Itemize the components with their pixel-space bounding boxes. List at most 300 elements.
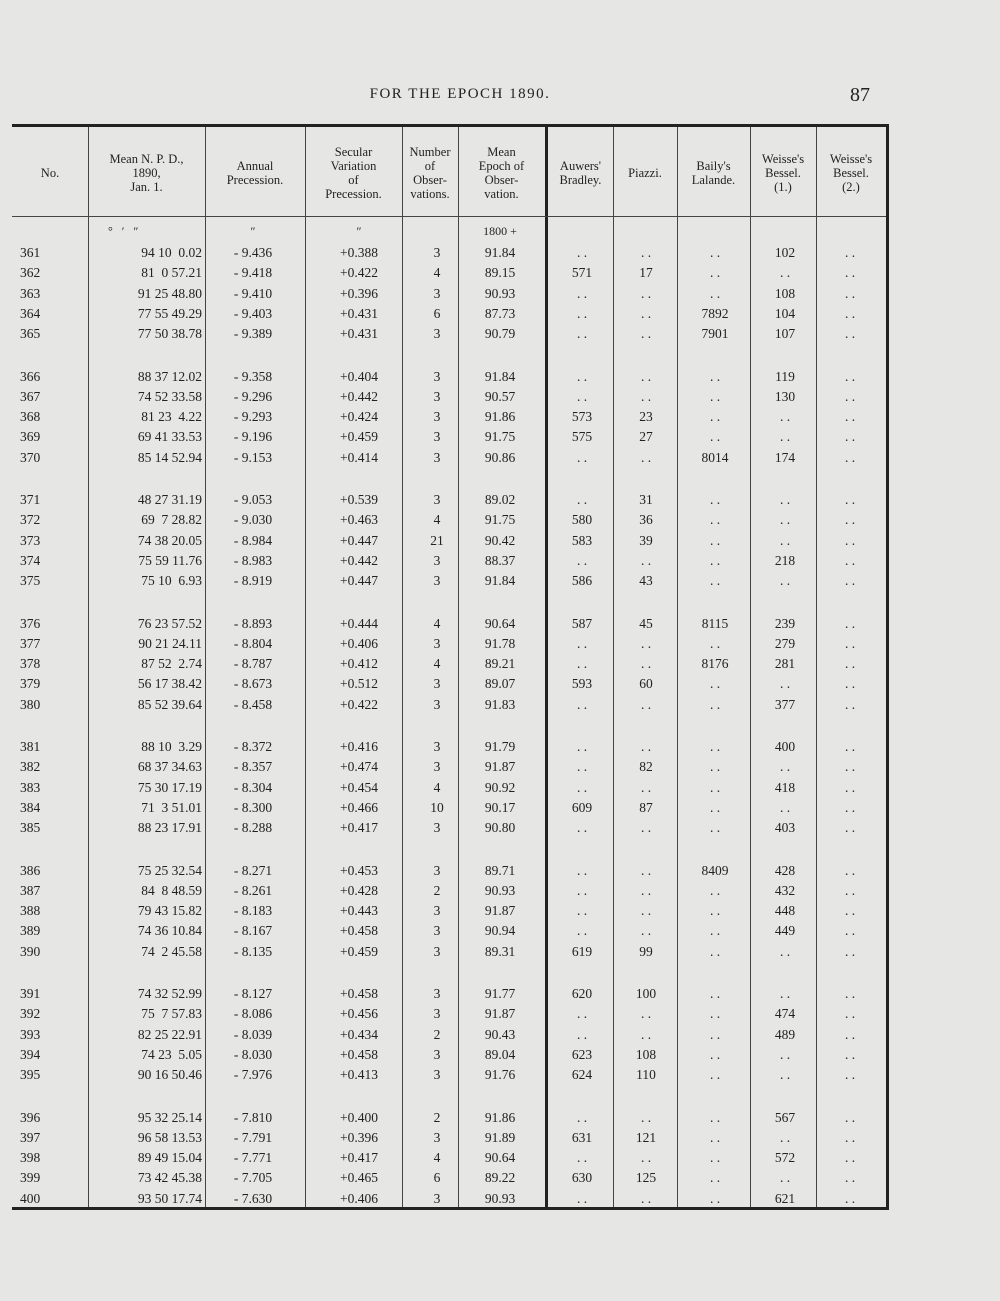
- number-of-observations-cell: 3: [433, 943, 441, 959]
- secular-variation-cell: +0.417: [340, 1150, 378, 1166]
- mean-npd-cell: 87 52 2.74: [141, 656, 202, 672]
- star-number-cell: 388: [20, 903, 41, 919]
- secular-variation-cell: +0.453: [340, 862, 378, 878]
- mean-npd-cell: 76 23 57.52: [137, 615, 202, 631]
- mean-epoch-cell: 90.43: [484, 1026, 516, 1042]
- mean-epoch-cell: 90.64: [484, 615, 516, 631]
- piazzi-ref-cell: . .: [640, 1150, 652, 1166]
- secular-variation-cell: +0.417: [340, 820, 378, 836]
- annual-precession-cell: - 7.976: [233, 1067, 273, 1083]
- piazzi-ref-cell: 100: [635, 986, 657, 1001]
- header-rule: [12, 216, 886, 217]
- annual-precession-cell: - 8.893: [233, 615, 273, 631]
- piazzi-ref-cell: . .: [640, 285, 652, 301]
- number-of-observations-cell: 4: [433, 615, 441, 631]
- piazzi-ref-cell: . .: [640, 368, 652, 384]
- mean-epoch-cell: 89.02: [484, 492, 516, 507]
- weisse-bessel-1-ref-cell: 418: [774, 779, 796, 795]
- auwers-bradley-ref-cell: . .: [576, 305, 588, 321]
- baily-lalande-ref-cell: . .: [709, 943, 721, 959]
- piazzi-ref-cell: . .: [640, 449, 652, 465]
- column-divider: [750, 127, 751, 1207]
- baily-lalande-ref-cell: . .: [709, 676, 721, 692]
- piazzi-ref-cell: 125: [635, 1170, 657, 1186]
- star-number-cell: 382: [20, 759, 41, 775]
- secular-variation-cell: +0.454: [340, 779, 378, 795]
- weisse-bessel-2-ref-cell: . .: [844, 862, 856, 878]
- mean-npd-cell: 75 59 11.76: [138, 552, 202, 568]
- secular-variation-cell: +0.424: [340, 409, 378, 425]
- secular-variation-cell: +0.422: [340, 696, 378, 712]
- weisse-bessel-1-ref-cell: 621: [774, 1190, 796, 1206]
- piazzi-ref-cell: . .: [640, 903, 652, 919]
- mean-epoch-cell: 91.87: [484, 1006, 516, 1022]
- auwers-bradley-ref-cell: 609: [571, 799, 593, 815]
- secular-variation-cell: +0.406: [340, 635, 378, 651]
- weisse-bessel-2-ref-cell: . .: [844, 1109, 856, 1125]
- piazzi-ref-cell: 43: [639, 573, 653, 589]
- number-of-observations-cell: 3: [433, 368, 441, 384]
- piazzi-ref-cell: 17: [639, 265, 653, 281]
- weisse-bessel-2-ref-cell: . .: [844, 409, 856, 425]
- weisse-bessel-1-ref-cell: . .: [779, 409, 791, 425]
- mean-epoch-cell: 88.37: [484, 552, 516, 568]
- secular-variation-cell: +0.512: [340, 676, 378, 692]
- number-of-observations-cell: 3: [433, 573, 441, 589]
- auwers-bradley-ref-cell: . .: [576, 492, 588, 507]
- number-of-observations-cell: 3: [433, 1129, 441, 1145]
- mean-epoch-cell: 89.07: [484, 676, 516, 692]
- mean-epoch-cell: 91.86: [484, 1109, 516, 1125]
- auwers-bradley-ref-cell: . .: [576, 696, 588, 712]
- units-annual: ″: [250, 224, 256, 238]
- star-number-cell: 389: [20, 923, 41, 939]
- weisse-bessel-1-ref-cell: 107: [774, 326, 796, 342]
- piazzi-ref-cell: . .: [640, 739, 652, 754]
- secular-variation-cell: +0.458: [340, 1046, 378, 1062]
- number-of-observations-cell: 3: [433, 388, 441, 404]
- mean-epoch-cell: 91.78: [484, 635, 516, 651]
- star-number-cell: 372: [20, 512, 41, 528]
- baily-lalande-ref-cell: . .: [709, 759, 721, 775]
- number-of-observations-cell: 3: [433, 820, 441, 836]
- secular-variation-cell: +0.447: [340, 532, 378, 548]
- auwers-bradley-ref-cell: . .: [576, 368, 588, 384]
- mean-npd-cell: 79 43 15.82: [137, 903, 202, 919]
- weisse-bessel-2-ref-cell: . .: [844, 492, 856, 507]
- piazzi-ref-cell: 31: [639, 492, 653, 507]
- weisse-bessel-1-ref-cell: . .: [779, 1129, 791, 1145]
- baily-lalande-ref-cell: 8409: [701, 862, 729, 878]
- number-of-observations-cell: 4: [433, 265, 441, 281]
- mean-npd-cell: 81 0 57.21: [141, 265, 202, 281]
- weisse-bessel-1-ref-cell: . .: [779, 512, 791, 528]
- baily-lalande-ref-cell: . .: [709, 429, 721, 445]
- piazzi-ref-cell: 121: [635, 1129, 657, 1145]
- star-number-cell: 380: [20, 696, 41, 712]
- secular-variation-cell: +0.466: [340, 799, 378, 815]
- number-of-observations-cell: 6: [433, 305, 441, 321]
- star-number-cell: 368: [20, 409, 41, 425]
- weisse-bessel-2-ref-cell: . .: [844, 1129, 856, 1145]
- mean-npd-cell: 68 37 34.63: [137, 759, 202, 775]
- star-number-cell: 376: [20, 615, 41, 631]
- auwers-bradley-ref-cell: 580: [571, 512, 593, 528]
- baily-lalande-ref-cell: . .: [709, 573, 721, 589]
- mean-npd-cell: 95 32 25.14: [137, 1109, 202, 1125]
- piazzi-ref-cell: . .: [640, 1190, 652, 1206]
- weisse-bessel-1-ref-cell: . .: [779, 986, 791, 1001]
- mean-npd-cell: 77 55 49.29: [137, 305, 202, 321]
- weisse-bessel-2-ref-cell: . .: [844, 676, 856, 692]
- column-header-weisse-bessel-1: Weisse's Bessel. (1.): [761, 152, 805, 194]
- secular-variation-cell: +0.400: [340, 1109, 378, 1125]
- column-divider: [545, 127, 548, 1207]
- baily-lalande-ref-cell: . .: [709, 409, 721, 425]
- auwers-bradley-ref-cell: 571: [571, 265, 593, 281]
- baily-lalande-ref-cell: . .: [709, 1067, 721, 1083]
- units-epoch: 1800 +: [483, 224, 517, 238]
- piazzi-ref-cell: . .: [640, 388, 652, 404]
- baily-lalande-ref-cell: . .: [709, 1129, 721, 1145]
- annual-precession-cell: - 8.458: [233, 696, 273, 712]
- star-number-cell: 391: [20, 986, 41, 1001]
- auwers-bradley-ref-cell: . .: [576, 882, 588, 898]
- mean-epoch-cell: 91.84: [484, 245, 516, 260]
- weisse-bessel-1-ref-cell: . .: [779, 1170, 791, 1186]
- weisse-bessel-2-ref-cell: . .: [844, 943, 856, 959]
- number-of-observations-cell: 3: [433, 759, 441, 775]
- piazzi-ref-cell: . .: [640, 779, 652, 795]
- annual-precession-cell: - 8.135: [233, 943, 273, 959]
- annual-precession-cell: - 9.389: [233, 326, 273, 342]
- mean-epoch-cell: 89.04: [484, 1046, 516, 1062]
- secular-variation-cell: +0.447: [340, 573, 378, 589]
- baily-lalande-ref-cell: . .: [709, 1190, 721, 1206]
- baily-lalande-ref-cell: 8176: [701, 656, 729, 672]
- mean-epoch-cell: 90.93: [484, 285, 516, 301]
- annual-precession-cell: - 9.053: [233, 492, 273, 507]
- piazzi-ref-cell: 99: [639, 943, 653, 959]
- auwers-bradley-ref-cell: . .: [576, 1190, 588, 1206]
- annual-precession-cell: - 8.357: [233, 759, 273, 775]
- annual-precession-cell: - 8.271: [233, 862, 273, 878]
- mean-npd-cell: 93 50 17.74: [137, 1190, 202, 1206]
- column-divider: [613, 127, 614, 1207]
- mean-npd-cell: 91 25 48.80: [137, 285, 202, 301]
- column-header-baily-lalande: Baily's Lalande.: [691, 159, 736, 187]
- star-number-cell: 365: [20, 326, 41, 342]
- piazzi-ref-cell: 87: [639, 799, 653, 815]
- number-of-observations-cell: 2: [433, 882, 441, 898]
- baily-lalande-ref-cell: . .: [709, 779, 721, 795]
- column-divider: [677, 127, 678, 1207]
- auwers-bradley-ref-cell: . .: [576, 656, 588, 672]
- number-of-observations-cell: 3: [433, 1046, 441, 1062]
- star-number-cell: 390: [20, 943, 41, 959]
- piazzi-ref-cell: . .: [640, 326, 652, 342]
- piazzi-ref-cell: 45: [639, 615, 653, 631]
- mean-npd-cell: 75 10 6.93: [141, 573, 202, 589]
- mean-epoch-cell: 90.42: [484, 532, 516, 548]
- star-number-cell: 399: [20, 1170, 41, 1186]
- star-number-cell: 387: [20, 882, 41, 898]
- weisse-bessel-2-ref-cell: . .: [844, 820, 856, 836]
- auwers-bradley-ref-cell: . .: [576, 923, 588, 939]
- column-header-auwers-bradley: Auwers' Bradley.: [559, 159, 602, 187]
- number-of-observations-cell: 4: [433, 779, 441, 795]
- weisse-bessel-2-ref-cell: . .: [844, 1190, 856, 1206]
- secular-variation-cell: +0.474: [340, 759, 378, 775]
- secular-variation-cell: +0.396: [340, 285, 378, 301]
- piazzi-ref-cell: 27: [639, 429, 653, 445]
- annual-precession-cell: - 8.030: [233, 1046, 273, 1062]
- number-of-observations-cell: 2: [433, 1026, 441, 1042]
- mean-npd-cell: 74 23 5.05: [141, 1046, 202, 1062]
- piazzi-ref-cell: . .: [640, 305, 652, 321]
- weisse-bessel-1-ref-cell: . .: [779, 532, 791, 548]
- star-number-cell: 370: [20, 449, 41, 465]
- auwers-bradley-ref-cell: . .: [576, 245, 588, 260]
- auwers-bradley-ref-cell: . .: [576, 552, 588, 568]
- weisse-bessel-2-ref-cell: . .: [844, 696, 856, 712]
- mean-npd-cell: 71 3 51.01: [141, 799, 202, 815]
- weisse-bessel-2-ref-cell: . .: [844, 1067, 856, 1083]
- mean-epoch-cell: 90.17: [484, 799, 516, 815]
- annual-precession-cell: - 8.127: [233, 986, 273, 1001]
- annual-precession-cell: - 8.804: [233, 635, 273, 651]
- star-number-cell: 392: [20, 1006, 41, 1022]
- star-number-cell: 373: [20, 532, 41, 548]
- mean-npd-cell: 74 38 20.05: [137, 532, 202, 548]
- column-header-annual-precession: Annual Precession.: [226, 159, 284, 187]
- star-number-cell: 396: [20, 1109, 41, 1125]
- weisse-bessel-1-ref-cell: 130: [774, 388, 796, 404]
- weisse-bessel-2-ref-cell: . .: [844, 388, 856, 404]
- number-of-observations-cell: 10: [430, 799, 444, 815]
- number-of-observations-cell: 4: [433, 1150, 441, 1166]
- mean-epoch-cell: 90.79: [484, 326, 516, 342]
- secular-variation-cell: +0.442: [340, 388, 378, 404]
- star-number-cell: 364: [20, 305, 41, 321]
- star-number-cell: 367: [20, 388, 41, 404]
- column-header-piazzi: Piazzi.: [628, 166, 662, 180]
- baily-lalande-ref-cell: . .: [709, 285, 721, 301]
- auwers-bradley-ref-cell: 587: [571, 615, 593, 631]
- annual-precession-cell: - 7.791: [233, 1129, 273, 1145]
- annual-precession-cell: - 8.983: [233, 552, 273, 568]
- star-number-cell: 378: [20, 656, 41, 672]
- weisse-bessel-2-ref-cell: . .: [844, 532, 856, 548]
- auwers-bradley-ref-cell: . .: [576, 1109, 588, 1125]
- secular-variation-cell: +0.539: [340, 492, 378, 507]
- annual-precession-cell: - 8.261: [233, 882, 273, 898]
- mean-npd-cell: 82 25 22.91: [137, 1026, 202, 1042]
- auwers-bradley-ref-cell: . .: [576, 739, 588, 754]
- mean-npd-cell: 84 8 48.59: [141, 882, 202, 898]
- star-number-cell: 393: [20, 1026, 41, 1042]
- number-of-observations-cell: 6: [433, 1170, 441, 1186]
- star-number-cell: 385: [20, 820, 41, 836]
- weisse-bessel-1-ref-cell: 239: [774, 615, 796, 631]
- weisse-bessel-2-ref-cell: . .: [844, 305, 856, 321]
- secular-variation-cell: +0.431: [340, 305, 378, 321]
- annual-precession-cell: - 8.984: [233, 532, 273, 548]
- baily-lalande-ref-cell: . .: [709, 388, 721, 404]
- mean-epoch-cell: 91.79: [484, 739, 516, 754]
- mean-epoch-cell: 91.84: [484, 573, 516, 589]
- number-of-observations-cell: 3: [433, 492, 441, 507]
- weisse-bessel-2-ref-cell: . .: [844, 573, 856, 589]
- weisse-bessel-1-ref-cell: 104: [774, 305, 796, 321]
- annual-precession-cell: - 8.372: [233, 739, 273, 754]
- secular-variation-cell: +0.416: [340, 739, 378, 754]
- mean-npd-cell: 74 52 33.58: [137, 388, 202, 404]
- star-number-cell: 369: [20, 429, 41, 445]
- mean-npd-cell: 73 42 45.38: [137, 1170, 202, 1186]
- star-number-cell: 371: [20, 492, 41, 507]
- number-of-observations-cell: 3: [433, 552, 441, 568]
- secular-variation-cell: +0.412: [340, 656, 378, 672]
- piazzi-ref-cell: . .: [640, 245, 652, 260]
- auwers-bradley-ref-cell: 619: [571, 943, 593, 959]
- number-of-observations-cell: 3: [433, 739, 441, 754]
- weisse-bessel-1-ref-cell: 174: [774, 449, 796, 465]
- piazzi-ref-cell: . .: [640, 862, 652, 878]
- weisse-bessel-1-ref-cell: 377: [774, 696, 796, 712]
- secular-variation-cell: +0.456: [340, 1006, 378, 1022]
- auwers-bradley-ref-cell: 573: [571, 409, 593, 425]
- weisse-bessel-2-ref-cell: . .: [844, 1150, 856, 1166]
- number-of-observations-cell: 3: [433, 862, 441, 878]
- auwers-bradley-ref-cell: . .: [576, 1026, 588, 1042]
- column-header-secular-variation: Secular Variation of Precession.: [325, 145, 382, 201]
- weisse-bessel-1-ref-cell: . .: [779, 799, 791, 815]
- annual-precession-cell: - 8.787: [233, 656, 273, 672]
- page-number: 87: [850, 84, 870, 106]
- piazzi-ref-cell: . .: [640, 696, 652, 712]
- baily-lalande-ref-cell: . .: [709, 265, 721, 281]
- weisse-bessel-2-ref-cell: . .: [844, 552, 856, 568]
- baily-lalande-ref-cell: . .: [709, 1006, 721, 1022]
- mean-npd-cell: 94 10 0.02: [141, 245, 202, 260]
- weisse-bessel-2-ref-cell: . .: [844, 986, 856, 1001]
- weisse-bessel-2-ref-cell: . .: [844, 799, 856, 815]
- number-of-observations-cell: 3: [433, 1067, 441, 1083]
- baily-lalande-ref-cell: 8014: [701, 449, 729, 465]
- baily-lalande-ref-cell: . .: [709, 903, 721, 919]
- mean-npd-cell: 75 7 57.83: [141, 1006, 202, 1022]
- weisse-bessel-1-ref-cell: 400: [774, 739, 796, 754]
- secular-variation-cell: +0.422: [340, 265, 378, 281]
- units-secular: ″: [356, 224, 362, 238]
- annual-precession-cell: - 9.403: [233, 305, 273, 321]
- auwers-bradley-ref-cell: . .: [576, 779, 588, 795]
- weisse-bessel-2-ref-cell: . .: [844, 635, 856, 651]
- mean-npd-cell: 77 50 38.78: [137, 326, 202, 342]
- baily-lalande-ref-cell: . .: [709, 1046, 721, 1062]
- weisse-bessel-1-ref-cell: 567: [774, 1109, 796, 1125]
- mean-npd-cell: 96 58 13.53: [137, 1129, 202, 1145]
- mean-epoch-cell: 89.31: [484, 943, 516, 959]
- mean-epoch-cell: 91.83: [484, 696, 516, 712]
- mean-epoch-cell: 91.86: [484, 409, 516, 425]
- column-divider: [305, 127, 306, 1207]
- number-of-observations-cell: 3: [433, 696, 441, 712]
- weisse-bessel-1-ref-cell: . .: [779, 943, 791, 959]
- baily-lalande-ref-cell: . .: [709, 552, 721, 568]
- mean-epoch-cell: 90.80: [484, 820, 516, 836]
- auwers-bradley-ref-cell: . .: [576, 903, 588, 919]
- auwers-bradley-ref-cell: . .: [576, 1150, 588, 1166]
- mean-npd-cell: 74 36 10.84: [137, 923, 202, 939]
- mean-npd-cell: 69 41 33.53: [137, 429, 202, 445]
- number-of-observations-cell: 3: [433, 429, 441, 445]
- number-of-observations-cell: 4: [433, 656, 441, 672]
- mean-epoch-cell: 90.57: [484, 388, 516, 404]
- mean-epoch-cell: 91.87: [484, 903, 516, 919]
- mean-npd-cell: 69 7 28.82: [141, 512, 202, 528]
- mean-epoch-cell: 89.15: [484, 265, 516, 281]
- mean-npd-cell: 48 27 31.19: [137, 492, 202, 507]
- weisse-bessel-2-ref-cell: . .: [844, 1026, 856, 1042]
- star-number-cell: 398: [20, 1150, 41, 1166]
- secular-variation-cell: +0.459: [340, 943, 378, 959]
- mean-epoch-cell: 87.73: [484, 305, 516, 321]
- weisse-bessel-1-ref-cell: 432: [774, 882, 796, 898]
- baily-lalande-ref-cell: . .: [709, 1109, 721, 1125]
- number-of-observations-cell: 3: [433, 285, 441, 301]
- mean-npd-cell: 85 14 52.94: [137, 449, 202, 465]
- weisse-bessel-1-ref-cell: 428: [774, 862, 796, 878]
- weisse-bessel-2-ref-cell: . .: [844, 882, 856, 898]
- weisse-bessel-2-ref-cell: . .: [844, 1046, 856, 1062]
- annual-precession-cell: - 9.296: [233, 388, 273, 404]
- weisse-bessel-2-ref-cell: . .: [844, 326, 856, 342]
- annual-precession-cell: - 7.771: [233, 1150, 273, 1166]
- annual-precession-cell: - 7.810: [233, 1109, 273, 1125]
- annual-precession-cell: - 9.030: [233, 512, 273, 528]
- piazzi-ref-cell: 82: [639, 759, 653, 775]
- weisse-bessel-1-ref-cell: . .: [779, 759, 791, 775]
- piazzi-ref-cell: . .: [640, 552, 652, 568]
- weisse-bessel-1-ref-cell: 474: [774, 1006, 796, 1022]
- weisse-bessel-1-ref-cell: 449: [774, 923, 796, 939]
- auwers-bradley-ref-cell: . .: [576, 388, 588, 404]
- baily-lalande-ref-cell: . .: [709, 820, 721, 836]
- column-header-no: No.: [40, 166, 60, 180]
- annual-precession-cell: - 9.358: [233, 368, 273, 384]
- weisse-bessel-1-ref-cell: 108: [774, 285, 796, 301]
- mean-npd-cell: 90 16 50.46: [137, 1067, 202, 1083]
- mean-npd-cell: 56 17 38.42: [137, 676, 202, 692]
- number-of-observations-cell: 3: [433, 326, 441, 342]
- secular-variation-cell: +0.406: [340, 1190, 378, 1206]
- secular-variation-cell: +0.442: [340, 552, 378, 568]
- mean-epoch-cell: 91.84: [484, 368, 516, 384]
- baily-lalande-ref-cell: . .: [709, 696, 721, 712]
- annual-precession-cell: - 9.418: [233, 265, 273, 281]
- mean-npd-cell: 88 23 17.91: [137, 820, 202, 836]
- weisse-bessel-2-ref-cell: . .: [844, 512, 856, 528]
- weisse-bessel-1-ref-cell: 279: [774, 635, 796, 651]
- mean-epoch-cell: 90.94: [484, 923, 516, 939]
- auwers-bradley-ref-cell: 624: [571, 1067, 593, 1083]
- baily-lalande-ref-cell: 7892: [701, 305, 729, 321]
- star-number-cell: 394: [20, 1046, 41, 1062]
- piazzi-ref-cell: 108: [635, 1046, 657, 1062]
- mean-npd-cell: 75 30 17.19: [137, 779, 202, 795]
